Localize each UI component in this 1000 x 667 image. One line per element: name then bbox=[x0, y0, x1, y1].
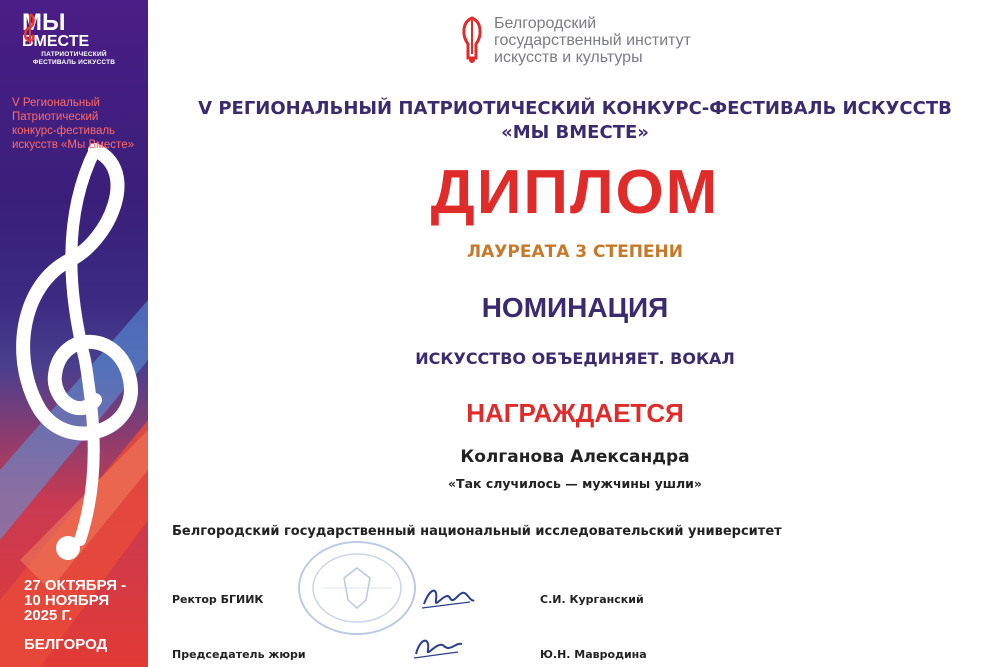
signature-name-rector: С.И. Курганский bbox=[540, 593, 644, 606]
festival-sidebar bbox=[0, 0, 148, 667]
official-stamp bbox=[292, 538, 422, 638]
institute-line-1: Белгородский bbox=[494, 15, 597, 32]
lyre-icon bbox=[458, 14, 486, 64]
dates-line-2: 10 НОЯБРЯ bbox=[24, 592, 110, 609]
rector-signature bbox=[420, 580, 476, 614]
logo-subtitle-2: ФЕСТИВАЛЬ ИСКУССТВ bbox=[32, 59, 116, 66]
festival-description: V Региональный Патриотический конкурс-фестиваль искусств «Мы Вместе» bbox=[12, 97, 134, 151]
diploma-heading: ДИПЛОМ bbox=[430, 158, 720, 227]
dates-line-1: 27 ОКТЯБРЯ - bbox=[24, 577, 127, 594]
signature-name-jury: Ю.Н. Мавродина bbox=[540, 648, 647, 661]
jury-signature bbox=[410, 632, 466, 662]
festival-city: БЕЛГОРОД bbox=[24, 636, 108, 653]
logo-title-1: МЫ bbox=[22, 9, 66, 36]
institute-logo bbox=[458, 14, 691, 66]
contest-title-line-1: V РЕГИОНАЛЬНЫЙ ПАТРИОТИЧЕСКИЙ КОНКУРС-ФЕСТИВАЛЬ ИСКУССТВ bbox=[198, 98, 952, 119]
festival-logo bbox=[22, 9, 126, 67]
recipient-name: Колганова Александра bbox=[460, 447, 690, 467]
nomination-heading: НОМИНАЦИЯ bbox=[481, 292, 669, 323]
awarded-heading: НАГРАЖДАЕТСЯ bbox=[466, 398, 684, 428]
music-note-icon bbox=[22, 12, 38, 46]
contest-title-line-2: «МЫ ВМЕСТЕ» bbox=[501, 122, 649, 143]
dates-line-3: 2025 Г. bbox=[24, 607, 73, 624]
university-name: Белгородский государственный национальный исследовательский университет bbox=[172, 524, 782, 539]
institute-line-2: государственный институт bbox=[494, 32, 691, 49]
signature-role-rector: Ректор БГИИК bbox=[172, 593, 264, 606]
festival-dates bbox=[24, 578, 126, 623]
work-title: «Так случилось — мужчины ушли» bbox=[447, 476, 703, 491]
signature-role-jury: Председатель жюри bbox=[172, 648, 306, 661]
nomination-value: ИСКУССТВО ОБЪЕДИНЯЕТ. ВОКАЛ bbox=[415, 349, 735, 368]
logo-subtitle-1: ПАТРИОТИЧЕСКИЙ bbox=[41, 51, 107, 58]
logo-title-2: ВМЕСТЕ bbox=[22, 33, 90, 50]
laureate-degree: ЛАУРЕАТА 3 СТЕПЕНИ bbox=[466, 242, 683, 262]
institute-line-3: искусств и культуры bbox=[494, 49, 643, 66]
